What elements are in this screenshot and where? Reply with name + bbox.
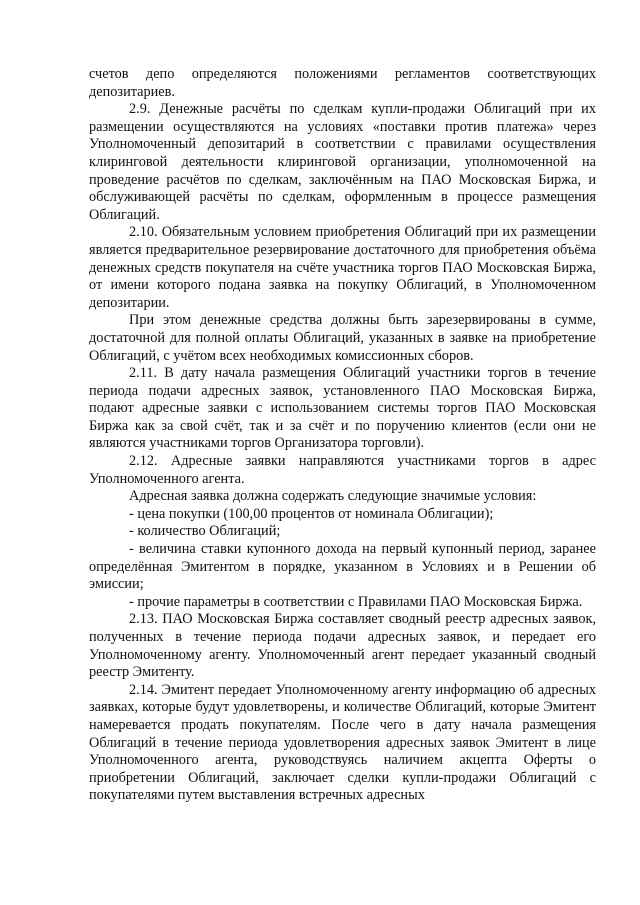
- paragraph-2-10: 2.10. Обязательным условием приобретения Облигаций при их размещении является предварительное резервирование достаточного для приобретения объёма денежных средств покупателя на счёте участника торгов ПАО Московская Биржа, от имени которого подана заявка на покупку Облигаций, в Уполномоченном депозитарии.: [89, 224, 596, 311]
- paragraph-depo-continuation: счетов депо определяются положениями регламентов соответствующих депозитариев.: [89, 66, 596, 100]
- list-item-other-params: - прочие параметры в соответствии с Правилами ПАО Московская Биржа.: [129, 593, 583, 610]
- paragraph-reserve: При этом денежные средства должны быть зарезервированы в сумме, достаточной для полной оплаты Облигаций, указанных в заявке на приобретение Облигаций, с учётом всех необходимых комиссионных сборов.: [89, 312, 596, 364]
- paragraph-2-11: 2.11. В дату начала размещения Облигаций участники торгов в течение периода подачи адресных заявок, установленного ПАО Московская Биржа, подают адресные заявки с использованием системы торгов ПАО Московская Биржа как за свой счёт, так и за счёт и по поручению клиентов (если они не являются участниками торгов Организатора торговли).: [89, 365, 596, 452]
- paragraph-2-14: 2.14. Эмитент передает Уполномоченному агенту информацию об адресных заявках, которые будут удовлетворены, и количестве Облигаций, которые Эмитент намеревается продать покупателям. После чего в дату начала размещения Облигаций в течение периода удовлетворения адресных заявок Эмитент в лице Уполномоченного агента, руководствуясь наличием акцепта Оферты о приобретении Облигаций, заключает сделки купли-продажи Облигаций с покупателями путем выставления встречных адресных: [89, 681, 596, 804]
- list-item-quantity: - количество Облигаций;: [129, 523, 281, 540]
- paragraph-conditions-intro: Адресная заявка должна содержать следующие значимые условия:: [129, 488, 537, 505]
- paragraph-2-13: 2.13. ПАО Московская Биржа составляет сводный реестр адресных заявок, полученных в течение периода подачи адресных заявок, и передает его Уполномоченному агенту. Уполномоченный агент передает указанный сводный реестр Эмитенту.: [89, 611, 596, 681]
- list-item-price: - цена покупки (100,00 процентов от номинала Облигации);: [129, 505, 494, 522]
- paragraph-2-9: 2.9. Денежные расчёты по сделкам купли-продажи Облигаций при их размещении осуществляются на условиях «поставки против платежа» через Уполномоченный депозитарий в соответствии с правилами осуществления клиринговой деятельности клиринговой организации, уполномоченной на проведение расчётов по сделкам, заключённым на ПАО Московская Биржа, и обслуживающей расчёты по сделкам, оформленным в процессе размещения Облигаций.: [89, 101, 596, 223]
- paragraph-2-12: 2.12. Адресные заявки направляются участниками торгов в адрес Уполномоченного агента.: [89, 453, 596, 487]
- list-item-coupon-rate: - величина ставки купонного дохода на первый купонный период, заранее определённая Эмитентом в порядке, указанном в Условиях и в Решении об эмиссии;: [89, 541, 596, 593]
